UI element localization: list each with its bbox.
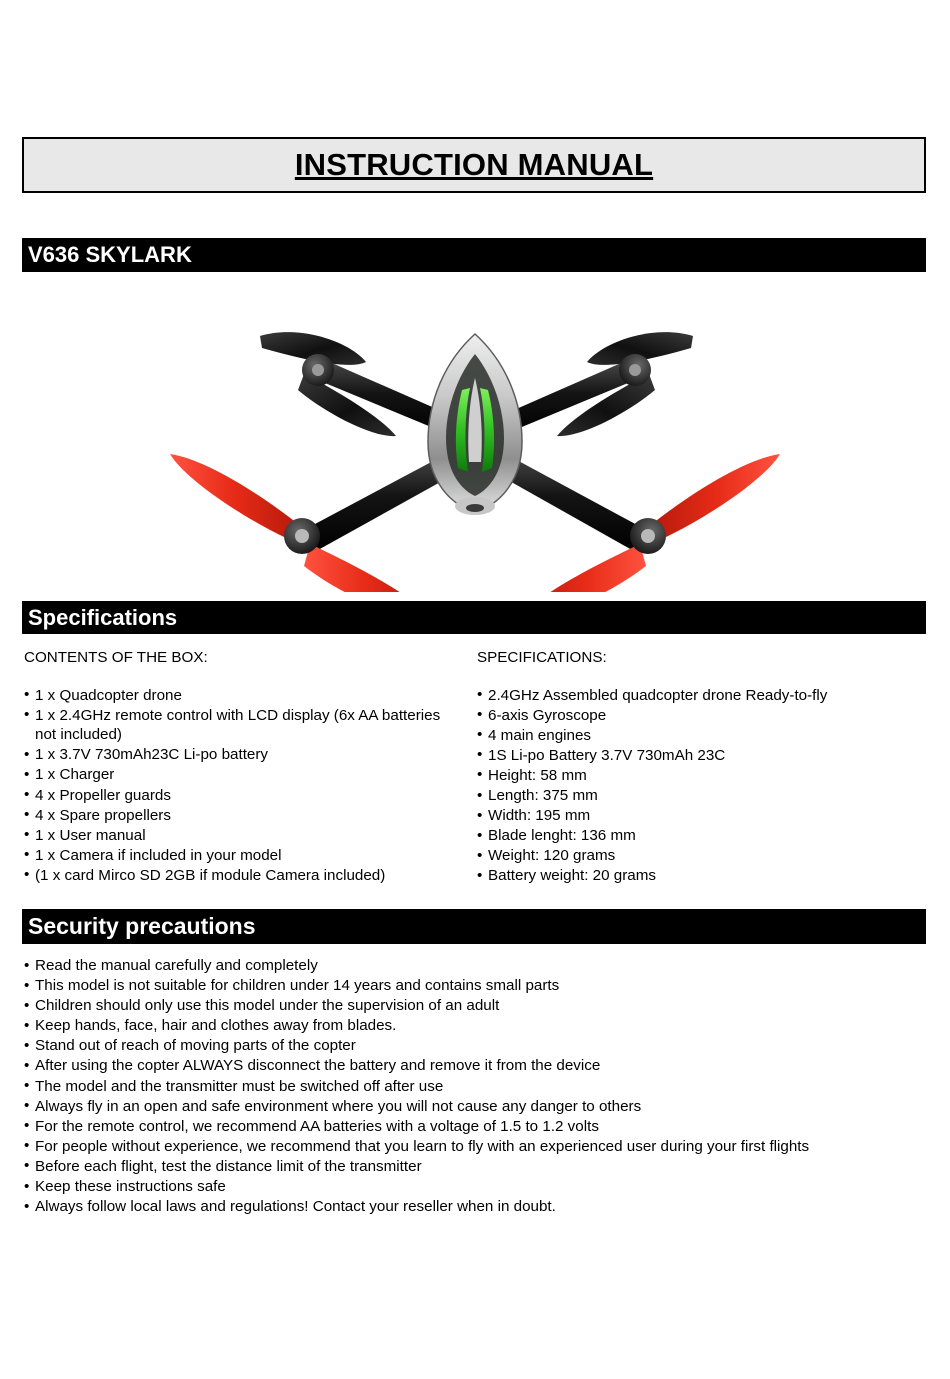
list-item: • 1 x 2.4GHz remote control with LCD display (6x AA batteries not included) xyxy=(24,706,464,745)
section-header-model xyxy=(22,238,926,272)
contents-heading: CONTENTS OF THE BOX: xyxy=(24,649,208,666)
list-item: • 1 x User manual xyxy=(24,826,464,846)
list-item: • 4 x Propeller guards xyxy=(24,786,464,806)
list-item: • For the remote control, we recommend AA batteries with a voltage of 1.5 to 1.2 volts xyxy=(24,1117,914,1137)
list-item: • Always fly in an open and safe environment where you will not cause any danger to others xyxy=(24,1097,914,1117)
manual-title-box xyxy=(22,137,926,193)
list-item: • Width: 195 mm xyxy=(477,806,897,826)
list-item: • 1 x Quadcopter drone xyxy=(24,686,464,706)
contents-of-the-box-column xyxy=(24,648,464,886)
list-item: • Battery weight: 20 grams xyxy=(477,866,897,886)
list-item: • (1 x card Mirco SD 2GB if module Camera included) xyxy=(24,866,464,886)
list-item: • Weight: 120 grams xyxy=(477,846,897,866)
list-item: • 6-axis Gyroscope xyxy=(477,706,897,726)
list-item: • 1 x 3.7V 730mAh23C Li-po battery xyxy=(24,745,464,765)
list-item: • Always follow local laws and regulations! Contact your reseller when in doubt. xyxy=(24,1197,914,1217)
specifications-list xyxy=(477,686,897,886)
list-item: • 1 x Charger xyxy=(24,765,464,785)
list-item: • 4 main engines xyxy=(477,726,897,746)
list-item: • Keep hands, face, hair and clothes away from blades. xyxy=(24,1016,914,1036)
list-item: • 1S Li-po Battery 3.7V 730mAh 23C xyxy=(477,746,897,766)
security-precautions-list xyxy=(24,956,914,1217)
list-item: • For people without experience, we recommend that you learn to fly with an experienced user during your first flights xyxy=(24,1137,914,1157)
list-item: • Keep these instructions safe xyxy=(24,1177,914,1197)
list-item: • Stand out of reach of moving parts of the copter xyxy=(24,1036,914,1056)
list-item: • Children should only use this model under the supervision of an adult xyxy=(24,996,914,1016)
model-name: V636 SKYLARK xyxy=(28,242,192,267)
list-item: • 4 x Spare propellers xyxy=(24,806,464,826)
page-title: INSTRUCTION MANUAL xyxy=(294,147,654,182)
list-item: • Height: 58 mm xyxy=(477,766,897,786)
list-item: • Before each flight, test the distance limit of the transmitter xyxy=(24,1157,914,1177)
section-header-security xyxy=(22,909,926,944)
list-item: • 2.4GHz Assembled quadcopter drone Ready-to-fly xyxy=(477,686,897,706)
list-item: • 1 x Camera if included in your model xyxy=(24,846,464,866)
security-heading: Security precautions xyxy=(28,913,256,939)
list-item: • Blade lenght: 136 mm xyxy=(477,826,897,846)
list-item: • Length: 375 mm xyxy=(477,786,897,806)
list-item: • Read the manual carefully and completely xyxy=(24,956,914,976)
list-item: • After using the copter ALWAYS disconnect the battery and remove it from the device xyxy=(24,1056,914,1076)
specifications-heading-text: SPECIFICATIONS: xyxy=(477,649,607,666)
section-header-specifications xyxy=(22,601,926,634)
list-item: • This model is not suitable for children under 14 years and contains small parts xyxy=(24,976,914,996)
list-item: • The model and the transmitter must be switched off after use xyxy=(24,1077,914,1097)
contents-list xyxy=(24,686,464,886)
specifications-column xyxy=(477,648,897,887)
specifications-heading: Specifications xyxy=(28,604,178,630)
quadcopter-drone-photo xyxy=(150,282,800,592)
